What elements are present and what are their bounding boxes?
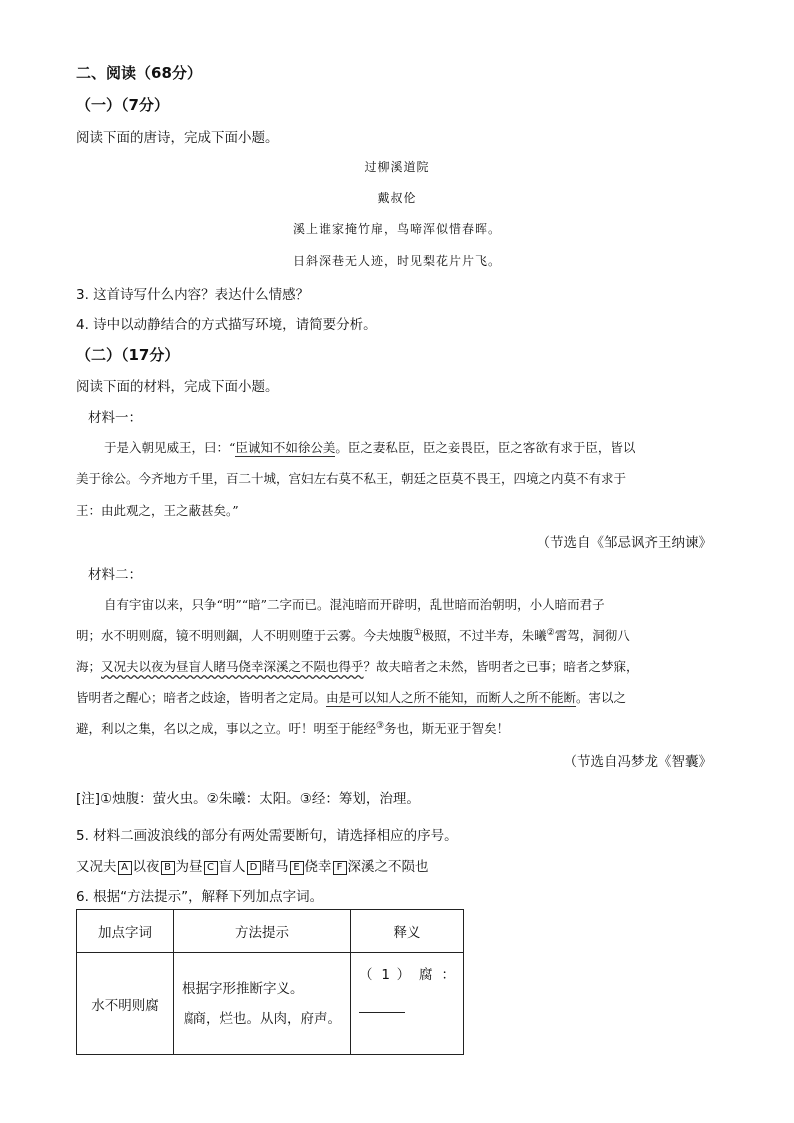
answer-blank[interactable] [359,1001,455,1017]
material-2-source: （节选自冯梦龙《智囊》 [563,754,712,770]
material-2-line-3-a: 海； [76,659,102,674]
q5-segment: 以夜 [132,859,160,875]
material-1-label: 材料一： [88,410,142,426]
table-cell-method [174,953,351,1055]
section-title: 二、阅读（68分） [76,64,202,82]
table-header-word: 加点字词 [77,910,174,953]
material-2-line-3 [76,657,639,675]
option-box-f[interactable]: F [333,861,347,875]
option-box-b[interactable]: B [161,861,175,875]
method-hint-2: 商，烂也。从肉，府声。 [192,1010,341,1027]
question-6: 6. 根据“方法提示”，解释下列加点字词。 [76,889,324,905]
table-header-meaning: 释义 [351,910,464,953]
option-box-d[interactable]: D [247,861,261,875]
note-marker-2: ② [546,627,555,638]
note-marker-1: ① [413,627,422,638]
part1-title: （一）（7分） [76,96,169,114]
method-hint-1: 根据字形推断字义。 [182,980,304,997]
material-2-line-4 [76,688,626,706]
material-1-line-1 [104,438,635,456]
material-2-line-2-b: 极照，不过半寿，朱曦 [421,628,547,643]
table-header-method: 方法提示 [174,910,351,953]
seal-character-glyph: 腐 [184,1010,194,1027]
option-box-c[interactable]: C [204,861,218,875]
method-hint-2-line [182,1004,350,1034]
material-1-line-1-a: 于是入朝见威王，曰：“ [104,440,236,455]
wavy-underlined-sentence: 又况夫以夜为昼盲人睹马侥幸深溪之不陨也得乎 [101,659,364,674]
table-cell-word: 水不明则腐 [77,953,174,1055]
question-3: 3. 这首诗写什么内容？表达什么情感？ [76,287,310,303]
option-box-e[interactable]: E [290,861,304,875]
material-2-line-5-b: 务也，斯无亚于智矣！ [384,721,510,736]
q5-segment: 侥幸 [304,859,332,875]
material-1-line-2: 美于徐公。今齐地方千里，百二十城，宫妇左右莫不私王，朝廷之臣莫不畏王，四境之内莫不有求于 [76,471,627,486]
table-header-row [77,910,464,953]
q5-segment: 深溪之不陨也 [347,859,429,875]
table-cell-answer [351,953,464,1055]
material-2-line-5-a: 避，利以之集，名以之成，事以之立。吁！明至于能经 [76,721,377,736]
poem-line-1: 溪上谁家掩竹扉，鸟啼浑似惜春晖。 [292,222,501,236]
material-2-line-1: 自有宇宙以来，只争“明”“暗”二字而已。混沌暗而开辟明，乱世暗而治朝明，小人暗而君子 [104,597,605,612]
question-5-options [76,855,429,875]
annotation-note: [注]①烛腹：萤火虫。②朱曦：太阳。③经：筹划，治理。 [76,791,420,807]
underlined-sentence-1: 臣诚知不如徐公美 [235,440,336,455]
q5-segment: 又况夫 [76,859,117,875]
material-1-line-1-c: 。臣之妻私臣，臣之妾畏臣，臣之客欲有求于臣，皆以 [335,440,636,455]
question-4: 4. 诗中以动静结合的方式描写环境，请简要分析。 [76,317,377,333]
q5-segment: 盲人 [218,859,246,875]
option-box-a[interactable]: A [118,861,132,875]
poem-line-2: 日斜深巷无人迹，时见梨花片片飞。 [292,254,501,268]
material-2-line-2-a: 明；水不明则腐，镜不明则錮，人不明则堕于云雾。今夫烛腹 [76,628,414,643]
note-marker-3: ③ [376,720,385,731]
material-2-line-2 [76,626,630,644]
underlined-sentence-2: 由是可以知人之所不能知，而断人之所不能断 [326,690,577,705]
material-2-line-2-c: 霄驾，洞彻八 [554,628,630,643]
method-table [76,909,464,1055]
material-1-line-3: 王：由此观之，王之蔽甚矣。” [76,503,239,518]
q5-segment: 睹马 [261,859,289,875]
q5-segment: 为昼 [175,859,203,875]
question-5: 5. 材料二画波浪线的部分有两处需要断句，请选择相应的序号。 [76,828,458,844]
material-1-source: （节选自《邹忌讽齐王纳谏》 [536,535,712,551]
material-2-line-5 [76,719,509,737]
table-row [77,953,464,1055]
part2-title: （二）（17分） [76,346,180,364]
material-2-line-3-c: ？故夫暗者之未然，皆明者之已事；暗者之梦寐， [363,659,639,674]
answer-prompt: （ 1 ） 腐 ： [359,967,455,983]
material-2-label: 材料二： [88,567,142,583]
poem-title: 过柳溪道院 [364,160,430,174]
part1-instruction: 阅读下面的唐诗，完成下面小题。 [76,130,279,146]
part2-instruction: 阅读下面的材料，完成下面小题。 [76,379,279,395]
poem-author: 戴叔伦 [377,191,417,205]
material-2-line-4-c: 。害以之 [576,690,627,705]
material-2-line-4-a: 皆明者之醒心；暗者之歧途，皆明者之定局。 [76,690,327,705]
